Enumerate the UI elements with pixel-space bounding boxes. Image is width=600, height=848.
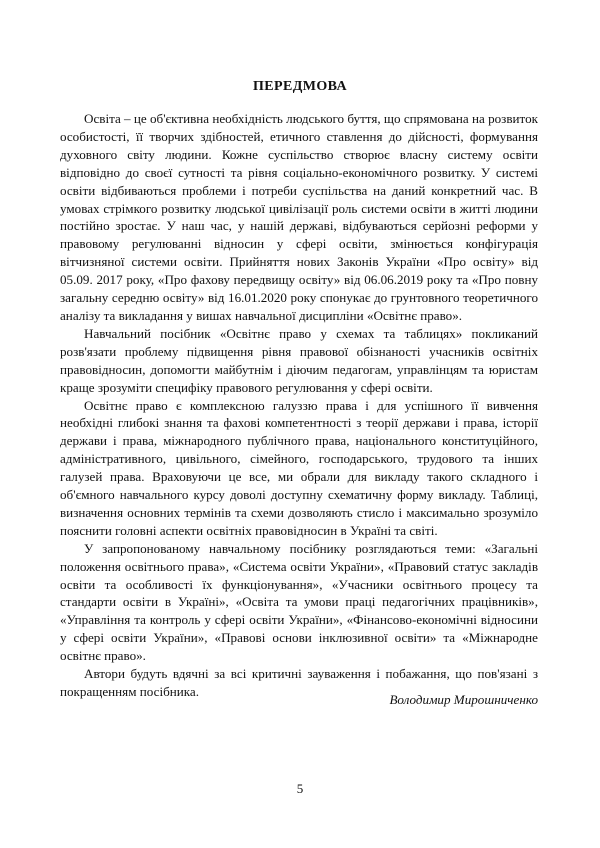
page-title: ПЕРЕДМОВА: [252, 79, 348, 94]
paragraph: Освітнє право є комплексною галуззю права і для успішного її вивчення необхідні глибокі знання та фахові компетентності з теорії держави і права, історії держави і права, міжнародного публічного права, національного конституційного, адміністративного, цивільного, сімейного, господарського, трудового та інших галузей права. Враховуючи це все, ми обрали для викладу такого складного і об'ємного навчального курсу доволі доступну схематичну форму викладу. Таблиці, визначення основних термінів та схеми дозволяють стисло і максимально зрозуміло пояснити головні аспекти освітніх правовідносин в Україні та світі.: [60, 397, 538, 538]
paragraph: Освіта – це об'єктивна необхідність людського буття, що спрямована на розвиток особистості, її творчих здібностей, етичного ставлення до дійсності, формування духовного світу людини. Кожне суспільство створює власну систему освіти відповідно до своєї сутності та рівня соціально-економічного розвитку. У системі освіти відбиваються проблеми і потреби суспільства на даний конкретний час. В умовах стрімкого розвитку людської цивілізації роль системи освіти в житті людини постійно зростає. У наш час, у нашій державі, відбуваються серйозні реформи у правовому регулюванні відносин у сфері освіти, змінюється конфігурація вітчизняної системи освіти. Прийняття нових Законів України «Про освіту» від 05.09. 2017 року, «Про фахову передвищу освіту» від 06.06.2019 року та «Про повну загальну середню освіту» від 16.01.2020 року спонукає до грунтовного теоретичного аналізу та викладання у вишах навчальної дисципліни «Освітнє право».: [60, 111, 538, 323]
author-signature: Володимир Мирошниченко: [389, 692, 538, 707]
paragraph: Навчальний посібник «Освітнє право у схемах та таблицях» покликаний розв'язати проблему підвищення рівня правової обізнаності учасників освітніх правовідносин, допомогти майбутнім і діючим педагогам, управлінцям та юристам краще зрозуміти специфіку правового регулювання у сфері освіти.: [60, 325, 538, 395]
page-number: 5: [296, 781, 304, 796]
paragraph: У запропонованому навчальному посібнику розглядаються теми: «Загальні положення освітнього права», «Система освіти України», «Правовий статус закладів освіти та особливості їх функціонування», «Учасники освітнього процесу та стандарти освіти в Україні», «Освіта та умови праці педагогічних працівників», «Управління та контроль у сфері освіти України», «Фінансово-економічні відносини у сфері освіти України», «Правові основи інклюзивної освіти» та «Міжнародне освітнє право».: [60, 540, 538, 664]
body-text: [60, 110, 538, 701]
paragraph: Автори будуть вдячні за всі критичні зауваження і побажання, що пов'язані з покращенням посібника.: [60, 666, 538, 699]
